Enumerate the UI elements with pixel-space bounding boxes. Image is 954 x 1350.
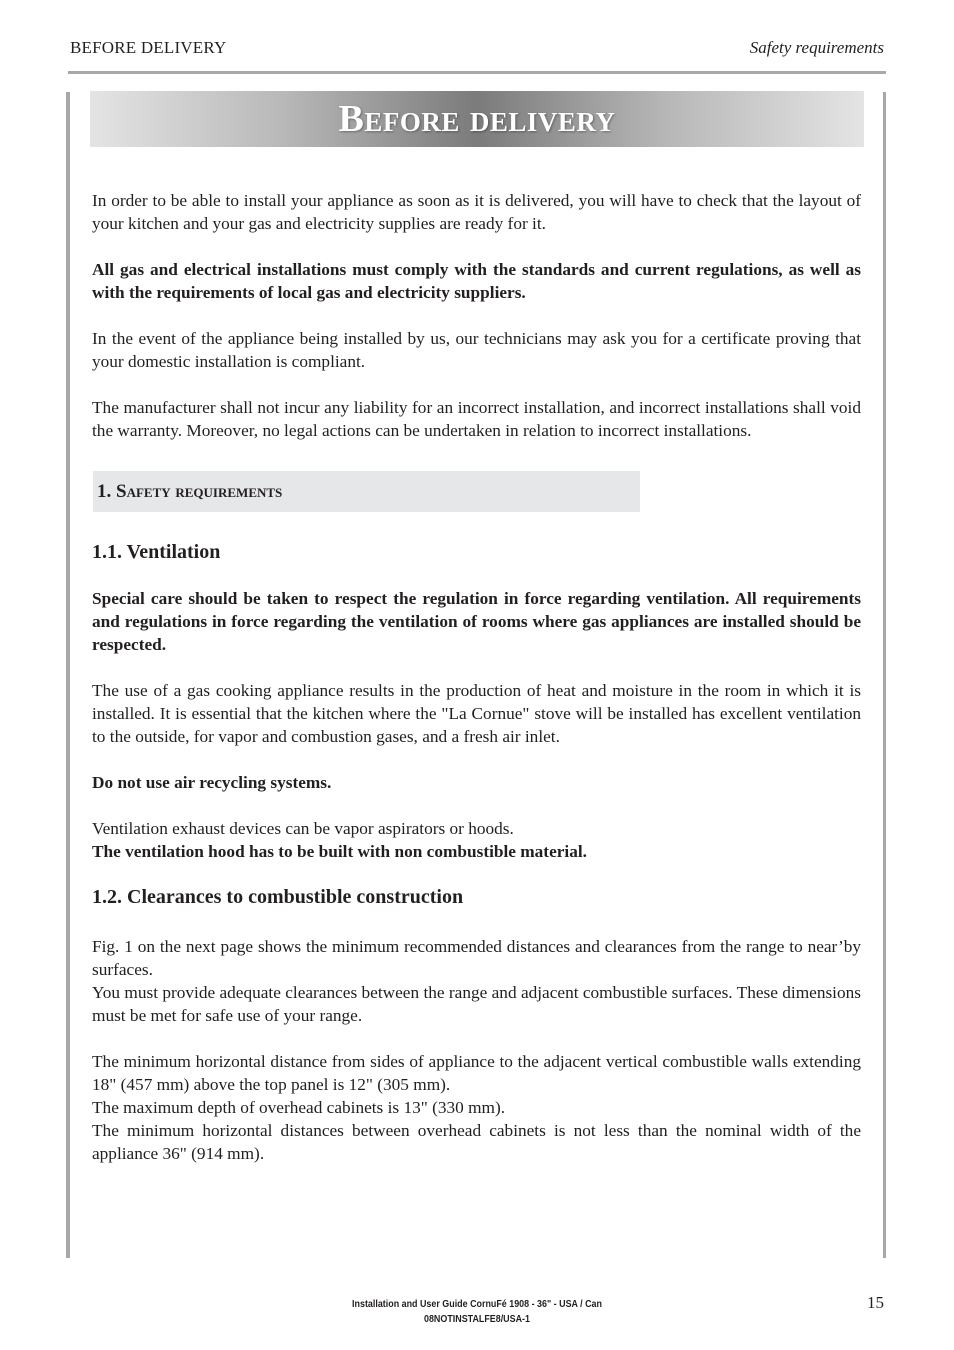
main-content <box>92 189 861 1188</box>
running-header-left: BEFORE DELIVERY <box>70 38 227 57</box>
page-title: Before delivery <box>338 98 616 140</box>
intro-paragraph-3: In the event of the appliance being installed by us, our technicians may ask you for a certificate proving that your domestic installation is compliant. <box>92 329 861 371</box>
ventilation-line-devices: Ventilation exhaust devices can be vapor aspirators or hoods. <box>92 819 514 838</box>
footer-guide-title: Installation and User Guide CornuFé 1908 - 36" - USA / Can <box>352 1298 602 1310</box>
intro-paragraph-2: All gas and electrical installations must comply with the standards and current regulations, as well as with the requirements of local gas and electricity suppliers. <box>92 260 861 302</box>
left-margin-bar <box>66 92 70 1258</box>
ventilation-paragraph-3: Do not use air recycling systems. <box>92 773 332 792</box>
footer-document-code: 08NOTINSTALFE8/USA-1 <box>424 1313 530 1325</box>
clearances-line-fig: Fig. 1 on the next page shows the minimum recommended distances and clearances from the range to near’by surfaces. <box>92 937 861 979</box>
running-header-right: Safety requirements <box>749 38 884 57</box>
intro-paragraph-4: The manufacturer shall not incur any liability for an incorrect installation, and incorrect installations shall void the warranty. Moreover, no legal actions can be undertaken in relation to incorrect installations. <box>92 398 861 440</box>
clearances-paragraph-1 <box>92 935 861 1027</box>
ventilation-heading: 1.1. Ventilation <box>92 541 221 563</box>
footer <box>72 1297 883 1327</box>
clearances-line-width: The minimum horizontal distances between overhead cabinets is not less than the nominal width of the appliance 36" (914 mm). <box>92 1121 861 1163</box>
header-rule <box>68 71 886 74</box>
section-heading: 1. Safety requirements <box>97 481 283 502</box>
page-number: 15 <box>867 1293 884 1312</box>
intro-paragraph-1: In order to be able to install your appliance as soon as it is delivered, you will have to check that the layout of your kitchen and your gas and electricity supplies are ready for it. <box>92 191 861 233</box>
ventilation-paragraph-4 <box>92 817 861 863</box>
title-band <box>90 91 864 147</box>
ventilation-paragraph-1: Special care should be taken to respect the regulation in force regarding ventilation. All requirements and regulations in force regarding the ventilation of rooms where gas appliances are installed should be respected. <box>92 589 861 654</box>
clearances-line-depth: The maximum depth of overhead cabinets is 13" (330 mm). <box>92 1098 506 1117</box>
clearances-line-horizontal: The minimum horizontal distance from sides of appliance to the adjacent vertical combustible walls extending 18" (457 mm) above the top panel is 12" (305 mm). <box>92 1052 861 1094</box>
clearances-paragraph-2 <box>92 1050 861 1165</box>
clearances-line-provide: You must provide adequate clearances between the range and adjacent combustible surfaces. These dimensions must be met for safe use of your range. <box>92 983 861 1025</box>
ventilation-line-hood: The ventilation hood has to be built with non combustible material. <box>92 842 587 861</box>
right-margin-bar <box>883 92 886 1258</box>
ventilation-paragraph-2: The use of a gas cooking appliance results in the production of heat and moisture in the room in which it is installed. It is essential that the kitchen where the "La Cornue" stove will be installed has excellent ventilation to the outside, for vapor and combustion gases, and a fresh air inlet. <box>92 681 861 746</box>
clearances-heading: 1.2. Clearances to combustible construction <box>92 886 464 908</box>
section-heading-box <box>93 471 640 512</box>
